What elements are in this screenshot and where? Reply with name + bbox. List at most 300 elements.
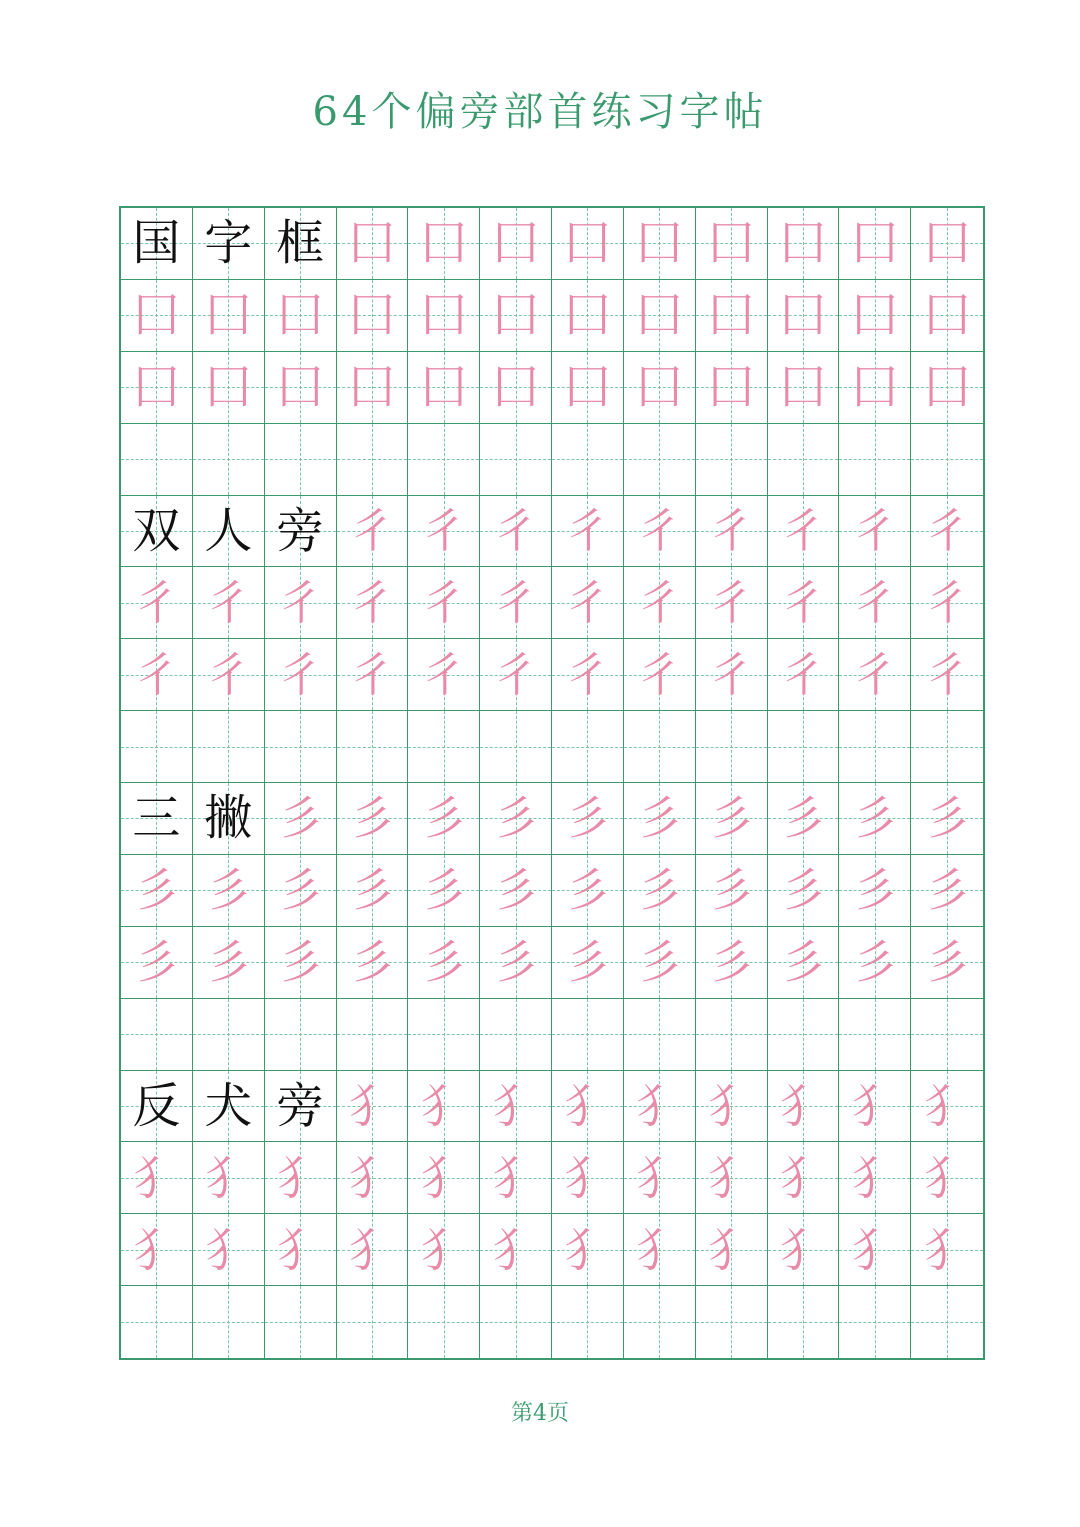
practice-cell [193, 1071, 265, 1143]
trace-radical: 犭 [779, 1222, 826, 1277]
practice-cell [839, 1142, 911, 1214]
trace-radical: 彡 [851, 791, 898, 846]
practice-cell [121, 855, 193, 927]
blank-practice-cell [624, 999, 696, 1071]
practice-cell [265, 1214, 337, 1286]
practice-cell [911, 639, 983, 711]
blank-practice-cell [552, 1286, 624, 1358]
trace-radical: 彡 [205, 863, 252, 918]
trace-radical: 彳 [492, 647, 539, 702]
blank-practice-cell [552, 999, 624, 1071]
trace-radical: 彳 [924, 503, 971, 558]
practice-cell [768, 855, 840, 927]
blank-practice-cell [624, 711, 696, 783]
practice-cell [193, 783, 265, 855]
practice-cell [337, 783, 409, 855]
practice-cell [337, 280, 409, 352]
trace-radical: 囗 [564, 360, 611, 415]
practice-cell [839, 496, 911, 568]
practice-cell [552, 208, 624, 280]
practice-cell [911, 1214, 983, 1286]
trace-radical: 犭 [564, 1078, 611, 1133]
blank-practice-cell [121, 999, 193, 1071]
practice-cell [337, 1214, 409, 1286]
practice-cell [696, 855, 768, 927]
practice-cell [121, 208, 193, 280]
practice-cell [768, 639, 840, 711]
trace-radical: 彳 [564, 575, 611, 630]
practice-cell [552, 639, 624, 711]
practice-cell [839, 639, 911, 711]
practice-cell [480, 352, 552, 424]
practice-cell [839, 208, 911, 280]
radical-name-char: 人 [204, 502, 253, 559]
blank-practice-cell [911, 999, 983, 1071]
practice-cell [265, 855, 337, 927]
trace-radical: 彳 [636, 503, 683, 558]
radical-name-char: 旁 [276, 1077, 325, 1134]
blank-practice-cell [337, 711, 409, 783]
blank-practice-cell [121, 1286, 193, 1358]
trace-radical: 彡 [564, 935, 611, 990]
trace-radical: 彳 [924, 647, 971, 702]
blank-practice-cell [768, 424, 840, 496]
practice-cell [839, 280, 911, 352]
trace-radical: 彳 [348, 575, 395, 630]
trace-radical: 彡 [348, 935, 395, 990]
practice-cell [768, 352, 840, 424]
practice-cell [265, 1142, 337, 1214]
blank-practice-cell [839, 999, 911, 1071]
practice-cell [624, 1214, 696, 1286]
trace-radical: 犭 [492, 1078, 539, 1133]
practice-cell [696, 927, 768, 999]
trace-radical: 囗 [277, 288, 324, 343]
practice-cell [552, 1214, 624, 1286]
practice-cell [624, 567, 696, 639]
blank-practice-cell [839, 711, 911, 783]
blank-practice-cell [265, 424, 337, 496]
practice-cell [121, 783, 193, 855]
practice-cell [265, 783, 337, 855]
trace-radical: 囗 [779, 288, 826, 343]
practice-cell [193, 496, 265, 568]
trace-radical: 囗 [851, 360, 898, 415]
trace-radical: 犭 [924, 1222, 971, 1277]
practice-cell [408, 927, 480, 999]
blank-practice-cell [480, 999, 552, 1071]
practice-cell [624, 1142, 696, 1214]
trace-radical: 彳 [277, 575, 324, 630]
page-title: 64个偏旁部首练习字帖 [312, 89, 768, 135]
blank-practice-cell [911, 1286, 983, 1358]
trace-radical: 彳 [708, 647, 755, 702]
practice-cell [839, 783, 911, 855]
blank-practice-cell [624, 1286, 696, 1358]
blank-practice-cell [696, 424, 768, 496]
practice-cell [121, 639, 193, 711]
practice-cell [552, 280, 624, 352]
blank-practice-cell [408, 999, 480, 1071]
practice-cell [408, 208, 480, 280]
practice-cell [408, 639, 480, 711]
trace-radical: 犭 [133, 1150, 180, 1205]
trace-radical: 彡 [348, 791, 395, 846]
trace-radical: 囗 [492, 288, 539, 343]
trace-radical: 犭 [924, 1078, 971, 1133]
trace-radical: 彡 [636, 935, 683, 990]
trace-radical: 犭 [348, 1222, 395, 1277]
trace-radical: 犭 [636, 1150, 683, 1205]
trace-radical: 囗 [420, 216, 467, 271]
practice-cell [408, 855, 480, 927]
practice-cell [265, 280, 337, 352]
trace-radical: 彳 [205, 575, 252, 630]
practice-cell [911, 1142, 983, 1214]
practice-cell [265, 1071, 337, 1143]
practice-cell [552, 855, 624, 927]
blank-practice-cell [911, 711, 983, 783]
trace-radical: 囗 [348, 360, 395, 415]
trace-radical: 囗 [420, 288, 467, 343]
practice-cell [193, 1142, 265, 1214]
trace-radical: 犭 [420, 1222, 467, 1277]
radical-name-char: 犬 [204, 1077, 253, 1134]
blank-practice-cell [337, 424, 409, 496]
trace-radical: 囗 [277, 360, 324, 415]
trace-radical: 彡 [924, 791, 971, 846]
practice-cell [768, 1142, 840, 1214]
trace-radical: 囗 [564, 288, 611, 343]
practice-cell [480, 1142, 552, 1214]
practice-cell [768, 1214, 840, 1286]
trace-radical: 囗 [924, 216, 971, 271]
practice-cell [839, 855, 911, 927]
blank-practice-cell [193, 424, 265, 496]
blank-practice-cell [696, 1286, 768, 1358]
practice-cell [408, 280, 480, 352]
radical-name-char: 框 [276, 215, 325, 272]
practice-cell [265, 496, 337, 568]
trace-radical: 彡 [348, 863, 395, 918]
practice-cell [552, 1142, 624, 1214]
radical-name-char: 旁 [276, 502, 325, 559]
trace-radical: 彳 [851, 575, 898, 630]
practice-cell [480, 496, 552, 568]
practice-cell [552, 352, 624, 424]
trace-radical: 彡 [564, 791, 611, 846]
practice-cell [480, 280, 552, 352]
blank-practice-cell [552, 424, 624, 496]
trace-radical: 彳 [492, 503, 539, 558]
trace-radical: 彡 [420, 863, 467, 918]
practice-cell [624, 352, 696, 424]
practice-cell [768, 496, 840, 568]
trace-radical: 犭 [277, 1222, 324, 1277]
trace-radical: 彳 [205, 647, 252, 702]
practice-cell [480, 567, 552, 639]
practice-cell [265, 567, 337, 639]
trace-radical: 彳 [924, 575, 971, 630]
practice-cell [624, 927, 696, 999]
practice-cell [480, 208, 552, 280]
practice-cell [480, 1214, 552, 1286]
practice-cell [337, 1142, 409, 1214]
trace-radical: 彳 [779, 575, 826, 630]
practice-cell [193, 639, 265, 711]
practice-cell [696, 783, 768, 855]
practice-cell [696, 496, 768, 568]
practice-cell [911, 1071, 983, 1143]
trace-radical: 彡 [564, 863, 611, 918]
practice-cell [265, 639, 337, 711]
practice-cell [480, 1071, 552, 1143]
practice-cell [193, 208, 265, 280]
trace-radical: 彡 [420, 791, 467, 846]
trace-radical: 囗 [492, 216, 539, 271]
trace-radical: 犭 [205, 1150, 252, 1205]
practice-cell [337, 567, 409, 639]
trace-radical: 彡 [636, 863, 683, 918]
practice-cell [552, 927, 624, 999]
trace-radical: 犭 [492, 1150, 539, 1205]
practice-cell [121, 1214, 193, 1286]
practice-cell [408, 1214, 480, 1286]
practice-cell [768, 1071, 840, 1143]
practice-cell [839, 352, 911, 424]
practice-cell [408, 352, 480, 424]
practice-cell [121, 567, 193, 639]
trace-radical: 犭 [205, 1222, 252, 1277]
radical-name-char: 双 [132, 502, 181, 559]
practice-cell [696, 280, 768, 352]
trace-radical: 彳 [420, 503, 467, 558]
practice-cell [768, 280, 840, 352]
trace-radical: 彡 [492, 863, 539, 918]
trace-radical: 彳 [708, 575, 755, 630]
practice-cell [839, 927, 911, 999]
practice-cell [408, 496, 480, 568]
practice-cell [337, 927, 409, 999]
trace-radical: 彡 [205, 935, 252, 990]
trace-radical: 彡 [851, 863, 898, 918]
trace-radical: 囗 [851, 288, 898, 343]
trace-radical: 犭 [851, 1078, 898, 1133]
practice-cell [768, 208, 840, 280]
trace-radical: 犭 [348, 1150, 395, 1205]
practice-cell [696, 1071, 768, 1143]
trace-radical: 囗 [779, 216, 826, 271]
trace-radical: 彡 [133, 935, 180, 990]
practice-cell [696, 352, 768, 424]
practice-cell [552, 567, 624, 639]
blank-practice-cell [265, 1286, 337, 1358]
practice-cell [480, 927, 552, 999]
blank-practice-cell [768, 711, 840, 783]
trace-radical: 彳 [564, 503, 611, 558]
practice-cell [839, 1214, 911, 1286]
practice-cell [911, 855, 983, 927]
trace-radical: 彳 [779, 647, 826, 702]
blank-practice-cell [337, 999, 409, 1071]
trace-radical: 犭 [924, 1150, 971, 1205]
trace-radical: 犭 [492, 1222, 539, 1277]
trace-radical: 囗 [636, 216, 683, 271]
trace-radical: 囗 [851, 216, 898, 271]
trace-radical: 彡 [492, 791, 539, 846]
radical-name-char: 反 [132, 1077, 181, 1134]
radical-name-char: 字 [204, 215, 253, 272]
trace-radical: 彡 [492, 935, 539, 990]
trace-radical: 彳 [420, 647, 467, 702]
practice-cell [408, 567, 480, 639]
practice-cell [480, 783, 552, 855]
trace-radical: 彳 [133, 647, 180, 702]
radical-name-char: 国 [132, 215, 181, 272]
trace-radical: 犭 [564, 1150, 611, 1205]
trace-radical: 囗 [924, 288, 971, 343]
practice-cell [121, 496, 193, 568]
trace-radical: 彳 [348, 503, 395, 558]
trace-radical: 囗 [348, 288, 395, 343]
blank-practice-cell [480, 711, 552, 783]
trace-radical: 犭 [708, 1078, 755, 1133]
blank-practice-cell [839, 424, 911, 496]
trace-radical: 囗 [924, 360, 971, 415]
blank-practice-cell [768, 999, 840, 1071]
practice-cell [121, 1142, 193, 1214]
trace-radical: 彳 [636, 647, 683, 702]
trace-radical: 彡 [851, 935, 898, 990]
practice-cell [337, 352, 409, 424]
page-number: 第4页 [511, 1401, 569, 1426]
practice-cell [337, 208, 409, 280]
practice-cell [265, 208, 337, 280]
trace-radical: 彡 [924, 863, 971, 918]
trace-radical: 犭 [420, 1150, 467, 1205]
practice-cell [552, 1071, 624, 1143]
trace-radical: 彳 [564, 647, 611, 702]
practice-cell [337, 496, 409, 568]
practice-cell [552, 496, 624, 568]
practice-cell [696, 208, 768, 280]
practice-cell [696, 1214, 768, 1286]
practice-cell [911, 496, 983, 568]
blank-practice-cell [193, 711, 265, 783]
practice-cell [624, 783, 696, 855]
trace-radical: 囗 [420, 360, 467, 415]
blank-practice-cell [408, 1286, 480, 1358]
practice-cell [696, 567, 768, 639]
blank-practice-cell [408, 711, 480, 783]
trace-radical: 彡 [779, 791, 826, 846]
trace-radical: 彡 [708, 935, 755, 990]
blank-practice-cell [408, 424, 480, 496]
blank-practice-cell [265, 711, 337, 783]
blank-practice-cell [480, 1286, 552, 1358]
radical-name-char: 三 [132, 790, 181, 847]
blank-practice-cell [552, 711, 624, 783]
trace-radical: 彳 [708, 503, 755, 558]
practice-cell [193, 567, 265, 639]
trace-radical: 彡 [779, 863, 826, 918]
practice-cell [911, 280, 983, 352]
trace-radical: 犭 [636, 1222, 683, 1277]
trace-radical: 彡 [924, 935, 971, 990]
practice-cell [839, 567, 911, 639]
blank-practice-cell [121, 424, 193, 496]
trace-radical: 犭 [564, 1222, 611, 1277]
radical-name-char: 撇 [204, 790, 253, 847]
blank-practice-cell [696, 999, 768, 1071]
trace-radical: 囗 [708, 288, 755, 343]
trace-radical: 彳 [851, 503, 898, 558]
trace-radical: 囗 [348, 216, 395, 271]
trace-radical: 彡 [420, 935, 467, 990]
trace-radical: 囗 [779, 360, 826, 415]
practice-cell [337, 639, 409, 711]
trace-radical: 囗 [133, 360, 180, 415]
blank-practice-cell [193, 1286, 265, 1358]
trace-radical: 犭 [708, 1222, 755, 1277]
blank-practice-cell [121, 711, 193, 783]
practice-cell [193, 1214, 265, 1286]
practice-cell [337, 855, 409, 927]
practice-cell [768, 927, 840, 999]
trace-radical: 囗 [564, 216, 611, 271]
practice-cell [839, 1071, 911, 1143]
practice-cell [121, 927, 193, 999]
practice-cell [911, 352, 983, 424]
practice-cell [624, 280, 696, 352]
trace-radical: 囗 [492, 360, 539, 415]
blank-practice-cell [193, 999, 265, 1071]
trace-radical: 囗 [636, 360, 683, 415]
practice-cell [337, 1071, 409, 1143]
trace-radical: 犭 [636, 1078, 683, 1133]
trace-radical: 囗 [708, 216, 755, 271]
practice-cell [911, 567, 983, 639]
trace-radical: 彡 [277, 791, 324, 846]
practice-cell [624, 639, 696, 711]
practice-cell [624, 496, 696, 568]
practice-cell [193, 855, 265, 927]
practice-cell [265, 927, 337, 999]
blank-practice-cell [337, 1286, 409, 1358]
trace-radical: 彳 [348, 647, 395, 702]
trace-radical: 彳 [420, 575, 467, 630]
practice-cell [408, 1142, 480, 1214]
practice-cell [911, 783, 983, 855]
practice-cell [121, 280, 193, 352]
blank-practice-cell [265, 999, 337, 1071]
practice-cell [480, 639, 552, 711]
trace-radical: 彡 [779, 935, 826, 990]
trace-radical: 犭 [420, 1078, 467, 1133]
trace-radical: 彡 [133, 863, 180, 918]
blank-practice-cell [624, 424, 696, 496]
blank-practice-cell [768, 1286, 840, 1358]
practice-cell [624, 855, 696, 927]
practice-cell [768, 783, 840, 855]
practice-cell [265, 352, 337, 424]
trace-radical: 犭 [851, 1222, 898, 1277]
trace-radical: 犭 [348, 1078, 395, 1133]
practice-cell [696, 639, 768, 711]
trace-radical: 囗 [205, 288, 252, 343]
trace-radical: 彳 [492, 575, 539, 630]
practice-cell [193, 352, 265, 424]
